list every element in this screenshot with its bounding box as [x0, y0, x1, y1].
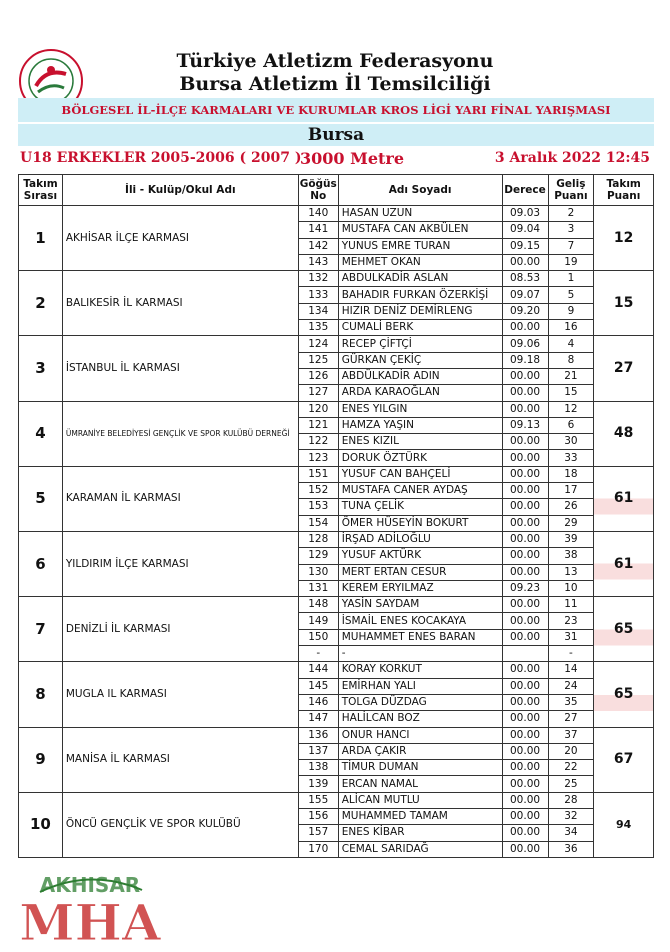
akhisar-mha-watermark — [10, 866, 170, 946]
team-rank: 10 — [19, 792, 63, 857]
team-points: 65 — [594, 597, 654, 662]
team-club: MANİSA İL KARMASI — [62, 727, 298, 792]
athlete-bib: 129 — [298, 548, 338, 564]
athlete-bib: 150 — [298, 629, 338, 645]
team-points: 15 — [594, 271, 654, 336]
athlete-points: 6 — [548, 417, 594, 433]
athlete-time: 08.53 — [502, 271, 548, 287]
athlete-points: 12 — [548, 401, 594, 417]
team-points: 61 — [594, 466, 654, 531]
athlete-bib: 132 — [298, 271, 338, 287]
athlete-name: ENES KIZIL — [338, 434, 502, 450]
athlete-time: 09.13 — [502, 417, 548, 433]
athlete-points: 16 — [548, 320, 594, 336]
team-club: BALIKESİR İL KARMASI — [62, 271, 298, 336]
athlete-time: 09.04 — [502, 222, 548, 238]
svg-text:AKHISAR: AKHISAR — [39, 873, 141, 897]
table-row — [19, 271, 654, 287]
team-points: 67 — [594, 727, 654, 792]
team-club: MUGLA IL KARMASI — [62, 662, 298, 727]
athlete-points: 32 — [548, 808, 594, 824]
team-rank: 6 — [19, 531, 63, 596]
athlete-bib: 140 — [298, 206, 338, 222]
athlete-name: ONUR HANCI — [338, 727, 502, 743]
athlete-time: 00.00 — [502, 776, 548, 792]
table-row — [19, 792, 654, 808]
athlete-bib: 137 — [298, 743, 338, 759]
team-club: KARAMAN İL KARMASI — [62, 466, 298, 531]
team-points: 48 — [594, 401, 654, 466]
athlete-points: - — [548, 646, 594, 662]
federation-title: Türkiye Atletizm Federasyonu — [176, 50, 494, 72]
athlete-name: ÖMER HÜSEYİN BOKURT — [338, 515, 502, 531]
athlete-name: MUHAMMED TAMAM — [338, 808, 502, 824]
athlete-bib: 148 — [298, 597, 338, 613]
athlete-time: 09.20 — [502, 303, 548, 319]
athlete-bib: - — [298, 646, 338, 662]
athlete-bib: 152 — [298, 483, 338, 499]
athlete-points: 35 — [548, 694, 594, 710]
athlete-time: 00.00 — [502, 450, 548, 466]
athlete-bib: 131 — [298, 580, 338, 596]
athlete-name: YUSUF CAN BAHÇELİ — [338, 466, 502, 482]
athlete-bib: 143 — [298, 254, 338, 270]
col-club-header: İli - Kulüp/Okul Adı — [62, 175, 298, 206]
athlete-time: 00.00 — [502, 662, 548, 678]
athlete-name: HIZIR DENİZ DEMİRLENG — [338, 303, 502, 319]
athlete-time: 00.00 — [502, 629, 548, 645]
athlete-bib: 135 — [298, 320, 338, 336]
team-club: ÖNCÜ GENÇLİK VE SPOR KULÜBÜ — [62, 792, 298, 857]
athlete-bib: 133 — [298, 287, 338, 303]
athlete-points: 15 — [548, 385, 594, 401]
athlete-points: 19 — [548, 254, 594, 270]
athlete-points: 14 — [548, 662, 594, 678]
table-header-row — [19, 175, 654, 206]
athlete-name: MUSTAFA CAN AKBÜLEN — [338, 222, 502, 238]
athlete-points: 10 — [548, 580, 594, 596]
team-points: 61 — [594, 531, 654, 596]
athlete-points: 21 — [548, 368, 594, 384]
athlete-points: 23 — [548, 613, 594, 629]
table-row — [19, 531, 654, 547]
athlete-bib: 128 — [298, 531, 338, 547]
athlete-name: HASAN UZUN — [338, 206, 502, 222]
athlete-bib: 127 — [298, 385, 338, 401]
athlete-bib: 125 — [298, 352, 338, 368]
col-arrival-header: Geliş Puanı — [548, 175, 594, 206]
athlete-bib: 155 — [298, 792, 338, 808]
table-row — [19, 206, 654, 222]
athlete-name: BAHADIR FURKAN ÖZERKİŞİ — [338, 287, 502, 303]
table-row — [19, 466, 654, 482]
athlete-bib: 149 — [298, 613, 338, 629]
athlete-bib: 145 — [298, 678, 338, 694]
athlete-time: 00.00 — [502, 711, 548, 727]
col-time-header: Derece — [502, 175, 548, 206]
athlete-points: 4 — [548, 336, 594, 352]
athlete-bib: 139 — [298, 776, 338, 792]
team-points: 94 — [594, 792, 654, 857]
athlete-name: MUHAMMET ENES BARAN — [338, 629, 502, 645]
team-rank: 9 — [19, 727, 63, 792]
athlete-time: 00.00 — [502, 401, 548, 417]
athlete-name: ARDA KARAOĞLAN — [338, 385, 502, 401]
athlete-bib: 151 — [298, 466, 338, 482]
athlete-name: EMİRHAN YALI — [338, 678, 502, 694]
athlete-time: 00.00 — [502, 548, 548, 564]
col-team-points-header: Takım Puanı — [594, 175, 654, 206]
athlete-name: ENES YILGIN — [338, 401, 502, 417]
athlete-points: 1 — [548, 271, 594, 287]
athlete-bib: 136 — [298, 727, 338, 743]
table-row — [19, 727, 654, 743]
athlete-name: HALİLCAN BOZ — [338, 711, 502, 727]
athlete-points: 5 — [548, 287, 594, 303]
athlete-bib: 170 — [298, 841, 338, 857]
team-club: ÜMRANİYE BELEDİYESİ GENÇLİK VE SPOR KULÜBÜ DERNEĞİ — [62, 401, 298, 466]
athlete-bib: 130 — [298, 564, 338, 580]
athlete-bib: 142 — [298, 238, 338, 254]
athlete-points: 29 — [548, 515, 594, 531]
athlete-name: ALİCAN MUTLU — [338, 792, 502, 808]
team-club: YILDIRIM İLÇE KARMASI — [62, 531, 298, 596]
team-rank: 7 — [19, 597, 63, 662]
athlete-points: 27 — [548, 711, 594, 727]
athlete-time: 00.00 — [502, 564, 548, 580]
team-club: AKHİSAR İLÇE KARMASI — [62, 206, 298, 271]
athlete-bib: 156 — [298, 808, 338, 824]
athlete-bib: 141 — [298, 222, 338, 238]
athlete-points: 3 — [548, 222, 594, 238]
athlete-points: 31 — [548, 629, 594, 645]
athlete-name: TOLGA DÜZDAG — [338, 694, 502, 710]
athlete-name: ERCAN NAMAL — [338, 776, 502, 792]
athlete-name: ABDÜLKADİR ADIN — [338, 368, 502, 384]
col-rank-header: Takım Sırası — [19, 175, 63, 206]
athlete-name: KEREM ERYILMAZ — [338, 580, 502, 596]
team-points: 12 — [594, 206, 654, 271]
athlete-bib: 153 — [298, 499, 338, 515]
athlete-name: KORAY KORKUT — [338, 662, 502, 678]
athlete-time: 00.00 — [502, 483, 548, 499]
team-club: İSTANBUL İL KARMASI — [62, 336, 298, 401]
athlete-points: 39 — [548, 531, 594, 547]
athlete-time: 09.07 — [502, 287, 548, 303]
athlete-points: 11 — [548, 597, 594, 613]
athlete-name: GÜRKAN ÇEKİÇ — [338, 352, 502, 368]
athlete-time: 00.00 — [502, 678, 548, 694]
table-row — [19, 336, 654, 352]
athlete-time: 09.15 — [502, 238, 548, 254]
athlete-points: 36 — [548, 841, 594, 857]
athlete-name: CEMAL SARIDAĞ — [338, 841, 502, 857]
team-points: 65 — [594, 662, 654, 727]
athlete-points: 17 — [548, 483, 594, 499]
table-row — [19, 401, 654, 417]
athlete-time: 09.06 — [502, 336, 548, 352]
athlete-points: 30 — [548, 434, 594, 450]
distance-label: 3000 Metre — [300, 149, 404, 168]
table-row — [19, 662, 654, 678]
athlete-bib: 122 — [298, 434, 338, 450]
results-body — [19, 206, 654, 858]
athlete-name: DORUK ÖZTÜRK — [338, 450, 502, 466]
athlete-time: 00.00 — [502, 825, 548, 841]
team-rank: 5 — [19, 466, 63, 531]
athlete-bib: 154 — [298, 515, 338, 531]
athlete-time: 00.00 — [502, 760, 548, 776]
athlete-points: 22 — [548, 760, 594, 776]
team-club: DENİZLİ İL KARMASI — [62, 597, 298, 662]
athlete-time: 00.00 — [502, 499, 548, 515]
athlete-name: ENES KİBAR — [338, 825, 502, 841]
athlete-time: 00.00 — [502, 613, 548, 629]
athlete-points: 26 — [548, 499, 594, 515]
athlete-name: MERT ERTAN CESUR — [338, 564, 502, 580]
athlete-bib: 147 — [298, 711, 338, 727]
athlete-bib: 138 — [298, 760, 338, 776]
athlete-points: 13 — [548, 564, 594, 580]
team-points: 27 — [594, 336, 654, 401]
athlete-points: 7 — [548, 238, 594, 254]
athlete-bib: 146 — [298, 694, 338, 710]
athlete-points: 18 — [548, 466, 594, 482]
athlete-bib: 157 — [298, 825, 338, 841]
team-rank: 1 — [19, 206, 63, 271]
athlete-bib: 124 — [298, 336, 338, 352]
athlete-points: 8 — [548, 352, 594, 368]
athlete-name: MEHMET OKAN — [338, 254, 502, 270]
athlete-points: 2 — [548, 206, 594, 222]
athlete-points: 24 — [548, 678, 594, 694]
table-row — [19, 597, 654, 613]
category-label: U18 ERKEKLER 2005-2006 ( 2007 ) — [20, 150, 302, 166]
athlete-bib: 134 — [298, 303, 338, 319]
athlete-name: ARDA ÇAKIR — [338, 743, 502, 759]
athlete-bib: 121 — [298, 417, 338, 433]
athlete-name: RECEP ÇİFTÇİ — [338, 336, 502, 352]
athlete-time: 00.00 — [502, 515, 548, 531]
athlete-name: CUMALİ BERK — [338, 320, 502, 336]
athlete-time: 00.00 — [502, 254, 548, 270]
athlete-name: - — [338, 646, 502, 662]
athlete-points: 25 — [548, 776, 594, 792]
representation-title: Bursa Atletizm İl Temsilciliği — [179, 73, 491, 95]
athlete-time: 00.00 — [502, 727, 548, 743]
date-label: 3 Aralık 2022 12:45 — [494, 150, 650, 166]
athlete-name: TUNA ÇELİK — [338, 499, 502, 515]
team-rank: 8 — [19, 662, 63, 727]
athlete-time: 09.03 — [502, 206, 548, 222]
athlete-time: 00.00 — [502, 792, 548, 808]
team-rank: 2 — [19, 271, 63, 336]
athlete-bib: 144 — [298, 662, 338, 678]
team-rank: 3 — [19, 336, 63, 401]
results-table — [18, 174, 654, 858]
athlete-time: 00.00 — [502, 466, 548, 482]
athlete-time: 00.00 — [502, 597, 548, 613]
city-title: Bursa — [18, 124, 654, 146]
athlete-points: 34 — [548, 825, 594, 841]
athlete-time: 00.00 — [502, 320, 548, 336]
athlete-name: ABDULKADİR ASLAN — [338, 271, 502, 287]
athlete-points: 9 — [548, 303, 594, 319]
svg-text:MHA: MHA — [19, 893, 161, 946]
athlete-name: MUSTAFA CANER AYDAŞ — [338, 483, 502, 499]
athlete-bib: 123 — [298, 450, 338, 466]
athlete-bib: 120 — [298, 401, 338, 417]
athlete-time: 00.00 — [502, 368, 548, 384]
col-bib-header: Göğüs No — [298, 175, 338, 206]
athlete-time: 09.23 — [502, 580, 548, 596]
athlete-name: YUNUS EMRE TURAN — [338, 238, 502, 254]
athlete-points: 28 — [548, 792, 594, 808]
athlete-points: 38 — [548, 548, 594, 564]
athlete-name: İRŞAD ADİLOĞLU — [338, 531, 502, 547]
athlete-name: YUSUF AKTÜRK — [338, 548, 502, 564]
athlete-points: 37 — [548, 727, 594, 743]
athlete-time: 00.00 — [502, 808, 548, 824]
athlete-time: 09.18 — [502, 352, 548, 368]
athlete-time: 00.00 — [502, 531, 548, 547]
athlete-bib: 126 — [298, 368, 338, 384]
athlete-time: 00.00 — [502, 694, 548, 710]
athlete-name: YASİN SAYDAM — [338, 597, 502, 613]
athlete-time: 00.00 — [502, 743, 548, 759]
athlete-points: 20 — [548, 743, 594, 759]
athlete-name: TİMUR DUMAN — [338, 760, 502, 776]
competition-title: BÖLGESEL İL-İLÇE KARMALARI VE KURUMLAR KROS LİGİ YARI FİNAL YARIŞMASI — [18, 98, 654, 122]
athlete-time: 00.00 — [502, 841, 548, 857]
athlete-points: 33 — [548, 450, 594, 466]
athlete-time — [502, 646, 548, 662]
team-rank: 4 — [19, 401, 63, 466]
athlete-time: 00.00 — [502, 385, 548, 401]
athlete-time: 00.00 — [502, 434, 548, 450]
athlete-name: İSMAİL ENES KOCAKAYA — [338, 613, 502, 629]
athlete-name: HAMZA YAŞIN — [338, 417, 502, 433]
col-name-header: Adı Soyadı — [338, 175, 502, 206]
